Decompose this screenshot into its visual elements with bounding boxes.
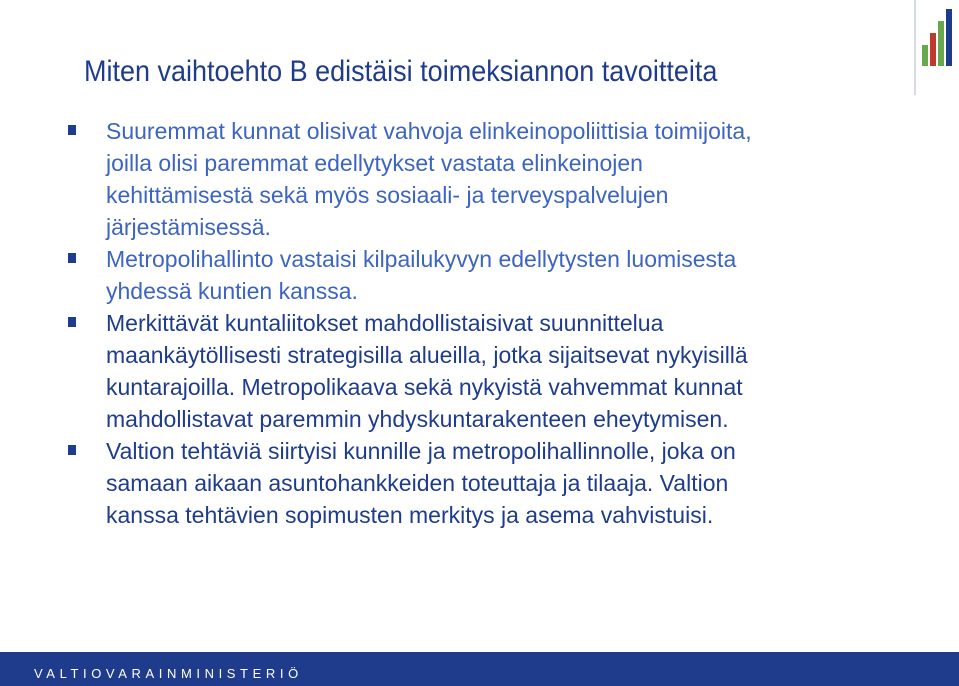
footer-organization-name: VALTIOVARAINMINISTERIÖ	[34, 666, 303, 681]
bullet-item-1	[68, 115, 888, 243]
square-bullet-icon	[68, 445, 76, 455]
logo-bar-2	[930, 33, 936, 66]
ministry-logo-icon	[913, 0, 959, 95]
bullet-line: järjestämisessä.	[106, 214, 271, 240]
square-bullet-icon	[68, 125, 76, 135]
bullet-item-3	[68, 307, 888, 435]
slide-title: Miten vaihtoehto B edistäisi toimeksiannon tavoitteita	[84, 55, 718, 88]
bullet-line: kuntarajoilla. Metropolikaava sekä nykyistä vahvemmat kunnat	[106, 374, 743, 400]
bullet-text	[106, 307, 888, 435]
logo-bar-4	[946, 9, 952, 66]
bullet-line: Suuremmat kunnat olisivat vahvoja elinkeinopoliittisia toimijoita,	[106, 118, 752, 144]
bullet-line: Merkittävät kuntaliitokset mahdollistaisivat suunnittelua	[106, 310, 664, 336]
bullet-line: kanssa tehtävien sopimusten merkitys ja asema vahvistuisi.	[106, 502, 714, 528]
logo-bar-1	[922, 45, 928, 66]
bullet-line: kehittämisestä sekä myös sosiaali- ja terveyspalvelujen	[106, 182, 669, 208]
bullet-item-4	[68, 435, 888, 531]
bullet-line: Valtion tehtäviä siirtyisi kunnille ja metropolihallinnolle, joka on	[106, 438, 736, 464]
bullet-line: Metropolihallinto vastaisi kilpailukyvyn edellytysten luomisesta	[106, 246, 737, 272]
bullet-line: maankäytöllisesti strategisilla alueilla, jotka sijaitsevat nykyisillä	[106, 342, 748, 368]
bullet-text	[106, 115, 888, 243]
bullet-list	[68, 115, 888, 531]
bullet-item-2	[68, 243, 888, 307]
logo-bar-3	[938, 21, 944, 66]
bullet-line: samaan aikaan asuntohankkeiden toteuttaja ja tilaaja. Valtion	[106, 470, 729, 496]
footer-bar	[0, 652, 959, 686]
bullet-line: yhdessä kuntien kanssa.	[106, 278, 358, 304]
bullet-line: joilla olisi paremmat edellytykset vastata elinkeinojen	[106, 150, 643, 176]
bullet-text	[106, 435, 888, 531]
bullet-line: mahdollistavat paremmin yhdyskuntarakenteen eheytymisen.	[106, 406, 729, 432]
square-bullet-icon	[68, 253, 76, 263]
square-bullet-icon	[68, 317, 76, 327]
bullet-text	[106, 243, 888, 307]
